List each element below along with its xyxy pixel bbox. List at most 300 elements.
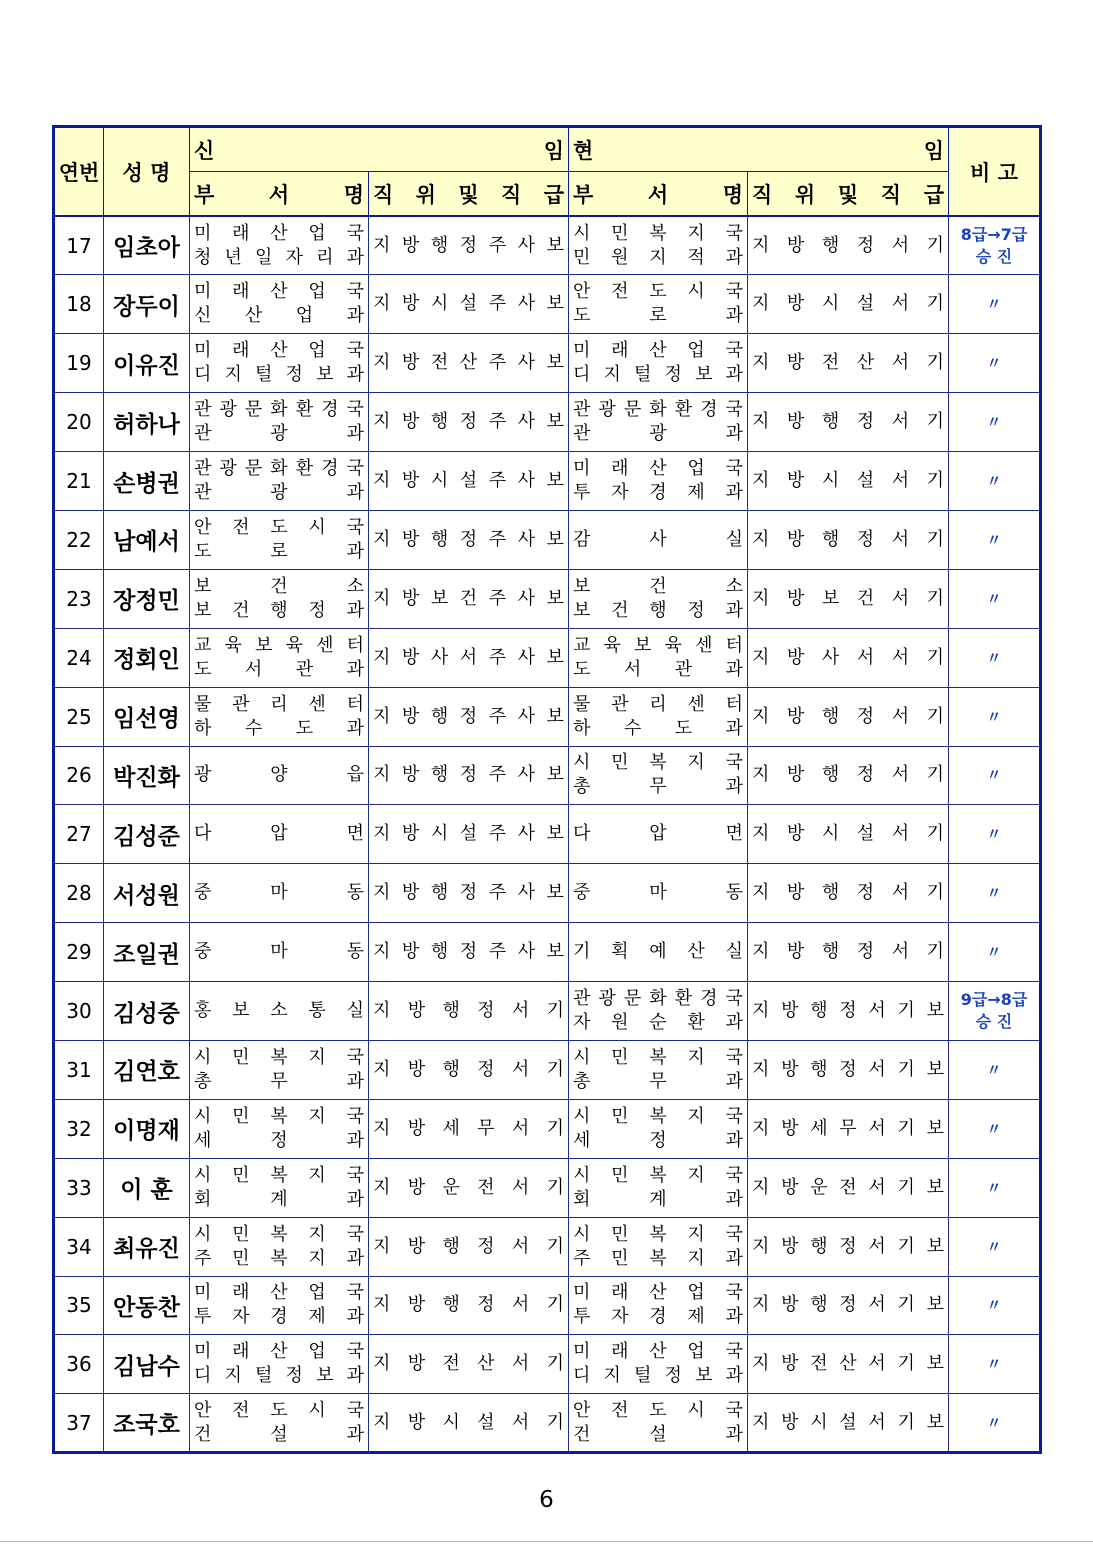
- char: 육: [224, 634, 242, 656]
- char: 실: [725, 528, 743, 550]
- row-name: 손병권: [104, 452, 190, 511]
- text-line: [569, 634, 747, 658]
- char: 정: [856, 411, 875, 433]
- text-line: [569, 1305, 747, 1329]
- char: 행: [821, 411, 840, 433]
- char: 방: [407, 1117, 426, 1139]
- row-seq: 27: [54, 805, 104, 864]
- char: 지: [752, 352, 770, 374]
- char: 기: [926, 470, 944, 491]
- header-cur-dept: [569, 172, 748, 217]
- char: 산: [687, 941, 705, 963]
- header-note: 비 고: [949, 127, 1041, 217]
- char: 센: [316, 634, 334, 656]
- char: 무: [477, 1117, 495, 1139]
- char: 기: [926, 941, 944, 963]
- char: 중: [194, 941, 212, 963]
- char: 과: [346, 423, 364, 445]
- row-seq: 19: [54, 334, 104, 393]
- row-note: [949, 569, 1041, 628]
- char: 서: [891, 941, 910, 963]
- char: 복: [270, 1046, 288, 1068]
- char: 과: [346, 246, 364, 268]
- header-new-dept-text: [190, 179, 368, 209]
- char: 보: [546, 823, 564, 845]
- char: 행: [442, 1058, 460, 1080]
- row-name: 조일권: [104, 923, 190, 982]
- char: 보: [573, 575, 591, 597]
- char: 정: [459, 411, 478, 433]
- char: 서: [511, 1058, 530, 1080]
- char: 보: [316, 1365, 334, 1387]
- text-line: [190, 540, 368, 564]
- char: 디: [194, 1365, 212, 1387]
- char: 과: [725, 658, 743, 680]
- text-line: [369, 410, 568, 434]
- char: 방: [401, 823, 420, 845]
- text-line: [748, 1411, 948, 1435]
- char: 방: [786, 764, 805, 786]
- row-cur-rank: [748, 1099, 949, 1158]
- char: 민: [573, 246, 591, 268]
- char: 무: [839, 1117, 857, 1139]
- row-cur-rank: [748, 334, 949, 393]
- char: 적: [687, 246, 705, 268]
- char: 업: [295, 305, 314, 327]
- char: 보: [926, 1294, 944, 1316]
- char: 기: [546, 1235, 564, 1257]
- char: 업: [687, 1341, 705, 1363]
- text-line: [748, 1176, 948, 1200]
- header-char: 및: [837, 182, 859, 207]
- char: 과: [725, 423, 743, 445]
- char: 업: [308, 1282, 326, 1304]
- text-line: [190, 822, 368, 846]
- text-line: [369, 881, 568, 905]
- char: 산: [270, 340, 288, 362]
- char: 계: [649, 1188, 667, 1210]
- row-new-dept: [190, 1040, 369, 1099]
- char: 보: [546, 411, 564, 433]
- header-char: 명: [722, 182, 743, 207]
- char: 수: [623, 717, 642, 739]
- header-char: 서: [647, 182, 669, 207]
- header-char: 서: [268, 182, 290, 207]
- header-cur-dept-text: [569, 179, 747, 209]
- char: 마: [270, 882, 288, 904]
- note-line: 〃: [986, 648, 1002, 667]
- text-line: [748, 528, 948, 552]
- char: 서: [891, 646, 910, 668]
- char: 리: [270, 693, 288, 715]
- char: 사: [517, 823, 535, 845]
- char: 경: [270, 1306, 288, 1328]
- char: 전: [810, 1353, 828, 1375]
- char: 민: [232, 1247, 250, 1269]
- row-new-dept: [190, 805, 369, 864]
- char: 래: [232, 1341, 250, 1363]
- char: 기: [926, 411, 944, 433]
- text-line: [569, 575, 747, 599]
- char: 방: [401, 470, 420, 491]
- char: 사: [517, 293, 535, 315]
- char: 교: [194, 634, 212, 656]
- text-line: [569, 1164, 747, 1188]
- note-line: 〃: [986, 589, 1002, 608]
- char: 무: [649, 1070, 667, 1092]
- char: 복: [649, 1046, 667, 1068]
- char: 면: [346, 823, 364, 845]
- char: 교: [573, 634, 591, 656]
- char: 사: [517, 352, 535, 374]
- char: 기: [546, 1000, 564, 1022]
- row-seq: 29: [54, 923, 104, 982]
- char: 기: [546, 1176, 564, 1198]
- row-note: [949, 1040, 1041, 1099]
- note-line: 〃: [986, 530, 1002, 549]
- char: 문: [623, 988, 642, 1010]
- header-new-rank-text: [369, 179, 568, 209]
- char: 래: [232, 1282, 250, 1304]
- char: 방: [786, 705, 805, 727]
- text-line: [748, 940, 948, 964]
- char: 주: [488, 882, 507, 904]
- char: 정: [459, 705, 478, 727]
- char: 과: [725, 717, 743, 739]
- char: 행: [821, 234, 840, 256]
- text-line: [190, 1046, 368, 1070]
- char: 과: [725, 1306, 743, 1328]
- row-new-dept: [190, 334, 369, 393]
- char: 도: [295, 717, 314, 739]
- char: 경: [700, 399, 718, 421]
- char: 지: [752, 587, 770, 609]
- note-line: 〃: [986, 472, 1002, 490]
- char: 제: [687, 482, 705, 503]
- char: 털: [634, 364, 652, 386]
- text-line: [569, 363, 747, 387]
- char: 정: [839, 1058, 857, 1080]
- char: 과: [725, 1129, 743, 1151]
- char: 지: [752, 1000, 770, 1022]
- char: 보: [926, 1176, 944, 1198]
- row-new-rank: [369, 510, 569, 569]
- row-note: [949, 1099, 1041, 1158]
- char: 정: [477, 1294, 495, 1316]
- char: 리: [316, 246, 334, 268]
- char: 보: [821, 587, 840, 609]
- char: 안: [194, 516, 212, 538]
- char: 지: [373, 1058, 391, 1080]
- row-cur-dept: [569, 334, 748, 393]
- text-line: [569, 398, 747, 422]
- text-line: [569, 1223, 747, 1247]
- char: 건: [194, 1423, 212, 1445]
- row-seq: 37: [54, 1394, 104, 1453]
- char: 순: [649, 1012, 667, 1034]
- note-line: 〃: [986, 884, 1002, 903]
- table-row: [54, 452, 1041, 511]
- row-new-rank: [369, 1335, 569, 1394]
- text-line: [569, 693, 747, 717]
- header-char: 임: [923, 138, 944, 163]
- char: 보: [926, 1353, 944, 1375]
- row-note: [949, 452, 1041, 511]
- char: 환: [295, 399, 314, 421]
- row-name: 김남수: [104, 1335, 190, 1394]
- char: 지: [308, 1046, 326, 1068]
- text-line: [569, 1247, 747, 1271]
- text-line: [748, 1058, 948, 1082]
- char: 민: [611, 1164, 629, 1186]
- char: 행: [430, 705, 449, 727]
- char: 서: [891, 587, 910, 609]
- char: 관: [611, 693, 629, 715]
- char: 방: [786, 411, 805, 433]
- char: 지: [308, 1247, 326, 1269]
- char: 총: [573, 776, 591, 798]
- char: 자: [232, 1306, 250, 1328]
- char: 지: [373, 941, 391, 963]
- char: 문: [623, 399, 642, 421]
- char: 세: [573, 1129, 591, 1151]
- char: 광: [219, 458, 237, 479]
- char: 정: [839, 1000, 857, 1022]
- char: 지: [752, 528, 770, 550]
- char: 방: [401, 352, 420, 374]
- text-line: [748, 646, 948, 670]
- char: 과: [725, 1423, 743, 1445]
- char: 지: [308, 1105, 326, 1127]
- char: 행: [821, 764, 840, 786]
- char: 시: [573, 1164, 591, 1186]
- table-row: [54, 569, 1041, 628]
- char: 보: [546, 646, 564, 668]
- row-cur-rank: [748, 1040, 949, 1099]
- char: 지: [224, 364, 242, 386]
- char: 지: [687, 222, 705, 244]
- char: 디: [194, 364, 212, 386]
- char: 도: [649, 1399, 667, 1421]
- char: 민: [611, 1223, 629, 1245]
- char: 홍: [194, 1000, 212, 1022]
- char: 국: [725, 1341, 743, 1363]
- table-header: [54, 127, 1041, 217]
- text-line: [190, 1305, 368, 1329]
- char: 광: [649, 423, 667, 445]
- char: 신: [194, 305, 212, 327]
- row-new-dept: [190, 1099, 369, 1158]
- char: 문: [244, 458, 263, 479]
- row-cur-dept: [569, 1158, 748, 1217]
- char: 기: [897, 1058, 915, 1080]
- text-line: [190, 422, 368, 446]
- char: 지: [752, 1353, 770, 1375]
- char: 사: [517, 941, 535, 963]
- char: 행: [442, 1000, 460, 1022]
- char: 털: [255, 1365, 273, 1387]
- char: 국: [346, 1046, 364, 1068]
- char: 지: [373, 1000, 391, 1022]
- text-line: [190, 1340, 368, 1364]
- table-row: [54, 1335, 1041, 1394]
- char: 과: [346, 1423, 364, 1445]
- char: 서: [511, 1294, 530, 1316]
- char: 과: [346, 540, 364, 562]
- char: 사: [517, 470, 535, 491]
- char: 기: [897, 1411, 915, 1433]
- char: 방: [407, 1235, 426, 1257]
- row-note: [949, 923, 1041, 982]
- personnel-table: [52, 125, 1042, 1454]
- char: 지: [687, 1046, 705, 1068]
- char: 기: [926, 646, 944, 668]
- row-name: 장두이: [104, 275, 190, 334]
- char: 행: [270, 599, 288, 621]
- header-current-position-text: [569, 135, 948, 165]
- char: 방: [781, 1117, 799, 1139]
- char: 설: [270, 1423, 288, 1445]
- text-line: [190, 1164, 368, 1188]
- char: 래: [611, 458, 629, 479]
- text-line: [569, 658, 747, 682]
- row-new-rank: [369, 1040, 569, 1099]
- char: 서: [511, 1117, 530, 1139]
- char: 경: [321, 458, 339, 479]
- table-row: [54, 216, 1041, 275]
- char: 서: [511, 1235, 530, 1257]
- char: 산: [477, 1353, 495, 1375]
- char: 시: [430, 823, 449, 845]
- char: 복: [649, 222, 667, 244]
- text-line: [190, 599, 368, 623]
- char: 세: [810, 1117, 828, 1139]
- table-row: [54, 1394, 1041, 1453]
- char: 정: [649, 1129, 667, 1151]
- char: 환: [295, 458, 314, 479]
- char: 국: [725, 1164, 743, 1186]
- text-line: [569, 1188, 747, 1212]
- text-line: [748, 1293, 948, 1317]
- row-new-rank: [369, 1158, 569, 1217]
- char: 수: [244, 717, 263, 739]
- char: 보: [546, 352, 564, 374]
- row-cur-dept: [569, 923, 748, 982]
- char: 투: [573, 482, 591, 503]
- char: 주: [488, 234, 507, 256]
- char: 국: [725, 1046, 743, 1068]
- row-cur-dept: [569, 1217, 748, 1276]
- char: 방: [786, 352, 805, 374]
- char: 서: [891, 411, 910, 433]
- char: 터: [725, 634, 743, 656]
- char: 국: [725, 1105, 743, 1127]
- row-new-rank: [369, 1217, 569, 1276]
- char: 지: [752, 234, 770, 256]
- char: 래: [232, 222, 250, 244]
- header-seq: 연번: [54, 127, 104, 217]
- char: 국: [346, 1341, 364, 1363]
- char: 정: [477, 1000, 495, 1022]
- char: 행: [821, 705, 840, 727]
- char: 물: [573, 693, 591, 715]
- char: 환: [687, 1012, 705, 1034]
- char: 광: [219, 399, 237, 421]
- table-row: [54, 864, 1041, 923]
- row-new-dept: [190, 1335, 369, 1394]
- row-cur-rank: [748, 687, 949, 746]
- char: 시: [687, 1399, 705, 1421]
- char: 도: [194, 658, 212, 680]
- char: 국: [346, 458, 364, 479]
- char: 지: [373, 1353, 391, 1375]
- row-new-rank: [369, 864, 569, 923]
- text-line: [748, 822, 948, 846]
- char: 시: [430, 470, 449, 491]
- char: 정: [459, 528, 478, 550]
- char: 안: [573, 281, 591, 303]
- char: 기: [546, 1117, 564, 1139]
- char: 육: [603, 634, 621, 656]
- row-seq: 26: [54, 746, 104, 805]
- char: 서: [868, 1000, 886, 1022]
- header-char: 신: [194, 138, 215, 163]
- char: 행: [810, 1000, 828, 1022]
- char: 기: [897, 1294, 915, 1316]
- char: 기: [926, 528, 944, 550]
- row-cur-dept: [569, 393, 748, 452]
- row-new-rank: [369, 923, 569, 982]
- text-line: [569, 246, 747, 270]
- char: 서: [459, 646, 478, 668]
- char: 서: [868, 1058, 886, 1080]
- text-line: [190, 1364, 368, 1388]
- char: 정: [459, 941, 478, 963]
- char: 지: [752, 411, 770, 433]
- char: 건: [573, 1423, 591, 1445]
- row-new-dept: [190, 982, 369, 1041]
- header-char: 명: [343, 182, 364, 207]
- row-name: 박진화: [104, 746, 190, 805]
- char: 주: [573, 1247, 591, 1269]
- row-new-dept: [190, 746, 369, 805]
- char: 미: [194, 222, 212, 244]
- row-cur-dept: [569, 569, 748, 628]
- char: 국: [725, 1223, 743, 1245]
- char: 기: [546, 1294, 564, 1316]
- row-cur-dept: [569, 805, 748, 864]
- row-new-dept: [190, 216, 369, 275]
- char: 주: [488, 587, 507, 609]
- char: 보: [194, 575, 212, 597]
- char: 시: [194, 1164, 212, 1186]
- header-char: 부: [573, 182, 594, 207]
- char: 건: [232, 599, 250, 621]
- char: 보: [194, 599, 212, 621]
- row-name: 이유진: [104, 334, 190, 393]
- char: 설: [856, 293, 875, 315]
- char: 일: [255, 246, 273, 268]
- char: 국: [725, 281, 743, 303]
- char: 지: [373, 411, 391, 433]
- text-line: [748, 469, 948, 493]
- char: 환: [674, 988, 693, 1010]
- row-cur-dept: [569, 1040, 748, 1099]
- row-name: 임초아: [104, 216, 190, 275]
- char: 압: [270, 823, 288, 845]
- char: 지: [687, 1247, 705, 1269]
- char: 읍: [346, 764, 364, 786]
